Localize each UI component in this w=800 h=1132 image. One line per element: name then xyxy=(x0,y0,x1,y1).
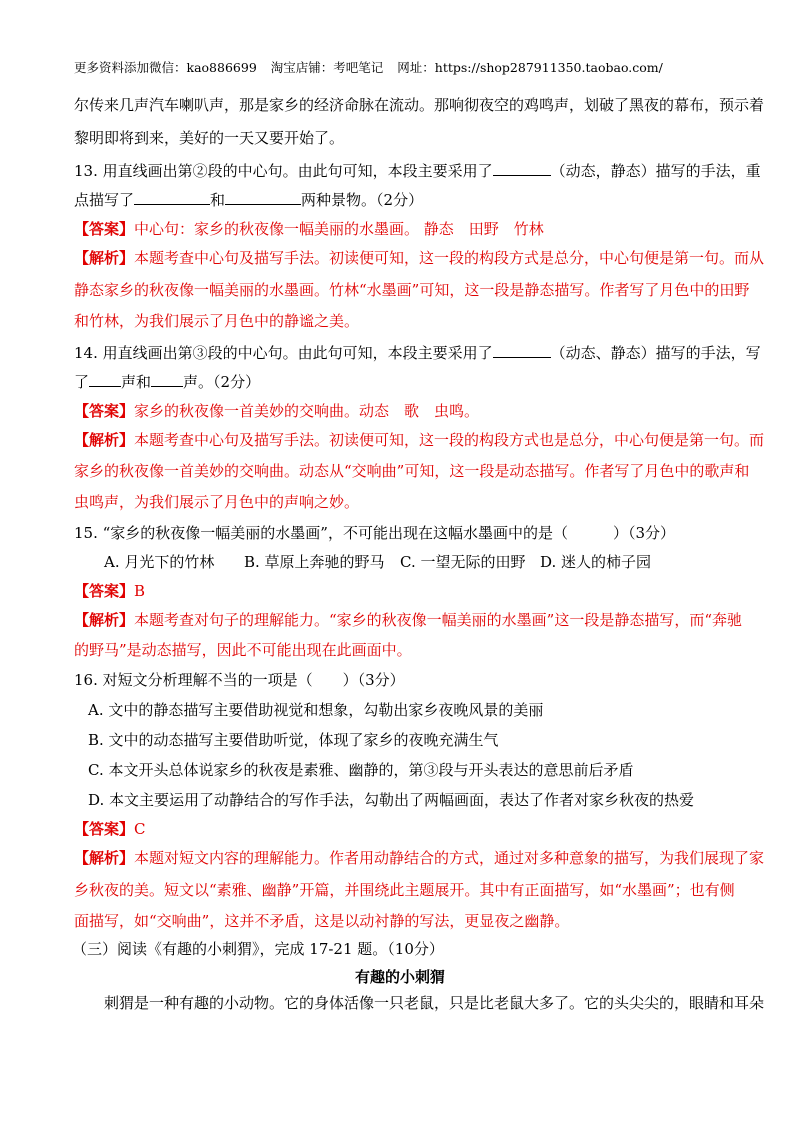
q14-stem-part: 声。（2分） xyxy=(183,373,261,391)
analysis-tag: 【解析】 xyxy=(74,611,135,629)
answer-tag: 【答案】 xyxy=(74,582,135,600)
q13-blank-1[interactable] xyxy=(493,161,551,176)
passage-paragraph-1: 刺猬是一种有趣的小动物。它的身体活像一只老鼠，只是比老鼠大多了。它的头尖尖的，眼睛和耳朵 xyxy=(104,994,765,1012)
q14-stem-part: 了 xyxy=(74,373,90,391)
answer-text: C xyxy=(134,820,146,838)
analysis-tag: 【解析】 xyxy=(74,249,135,267)
q13-stem-part: 13. 用直线画出第②段的中心句。由此句可知，本段主要采用了 xyxy=(74,162,493,180)
q13-stem-part: 点描写了 xyxy=(74,191,135,209)
page-header xyxy=(74,58,677,76)
analysis-text: 本题考查中心句及描写手法。初读便可知，这一段的构段方式是总分，中心句便是第一句。而从 xyxy=(134,249,765,267)
q14-stem-part: 14. 用直线画出第③段的中心句。由此句可知，本段主要采用了 xyxy=(74,344,493,362)
q14-analysis-line-1 xyxy=(74,429,764,451)
q16-analysis-line-1 xyxy=(74,847,764,869)
q16-option-c[interactable]: C. 本文开头总体说家乡的秋夜是素雅、幽静的，第③段与开头表达的意思前后矛盾 xyxy=(88,761,634,779)
q15-analysis-line-1 xyxy=(74,609,742,631)
q13-blank-2[interactable] xyxy=(134,190,210,205)
intro-line-1: 尔传来几声汽车喇叭声，那是家乡的经济命脉在流动。那响彻夜空的鸡鸣声，划破了黑夜的幕布，预示着 xyxy=(74,96,765,114)
answer-text: B xyxy=(134,582,146,600)
analysis-text: 本题考查中心句及描写手法。初读便可知，这一段的构段方式也是总分，中心句便是第一句。而 xyxy=(134,431,765,449)
header-wechat: 更多资料添加微信：kao886699 xyxy=(74,60,257,75)
q15-answer xyxy=(74,580,145,602)
analysis-text: 本题考查对句子的理解能力。“家乡的秋夜像一幅美丽的水墨画”这一段是静态描写，而“奔驰 xyxy=(134,611,743,629)
q13-stem-part: 和 xyxy=(210,191,226,209)
q15-option-a[interactable]: A. 月光下的竹林 xyxy=(104,553,215,571)
q14-stem-part: （动态、静态）描写的手法，写 xyxy=(550,344,761,362)
q15-option-c[interactable]: C. 一望无际的田野 xyxy=(400,553,526,571)
q14-answer xyxy=(74,400,479,422)
answer-text: 中心句：家乡的秋夜像一幅美丽的水墨画。 静态 田野 竹林 xyxy=(134,220,544,238)
q13-stem-part: 两种景物。（2分） xyxy=(301,191,424,209)
q14-stem-line-2 xyxy=(74,371,260,393)
intro-line-2: 黎明即将到来，美好的一天又要开始了。 xyxy=(74,129,345,147)
q13-blank-3[interactable] xyxy=(225,190,301,205)
passage-title: 有趣的小刺猬 xyxy=(354,968,445,986)
q15-option-d[interactable]: D. 迷人的柿子园 xyxy=(540,553,652,571)
answer-tag: 【答案】 xyxy=(74,820,135,838)
q14-stem-line-1 xyxy=(74,342,761,364)
answer-text: 家乡的秋夜像一首美妙的交响曲。动态 歌 虫鸣。 xyxy=(134,402,480,420)
q16-analysis-line-2: 乡秋夜的美。短文以“素雅、幽静”开篇，并围绕此主题展开。其中有正面描写，如“水墨画”；也有侧 xyxy=(74,881,735,899)
header-url: 网址：https://shop287911350.taobao.com/ xyxy=(397,60,663,75)
answer-tag: 【答案】 xyxy=(74,220,135,238)
q16-option-b[interactable]: B. 文中的动态描写主要借助听觉，体现了家乡的夜晚充满生气 xyxy=(88,731,499,749)
q13-stem-line-2 xyxy=(74,189,423,211)
q14-analysis-line-2: 家乡的秋夜像一首美妙的交响曲。动态从“交响曲”可知，这一段是动态描写。作者写了月色中的歌声和 xyxy=(74,462,750,480)
q14-blank-1[interactable] xyxy=(493,343,551,358)
q14-blank-2[interactable] xyxy=(89,372,121,387)
q16-stem: 16. 对短文分析理解不当的一项是（ ）（3分） xyxy=(74,671,405,689)
q13-stem-line-1 xyxy=(74,160,761,182)
q14-blank-3[interactable] xyxy=(151,372,183,387)
q16-answer xyxy=(74,818,146,840)
q13-analysis-line-2: 静态家乡的秋夜像一幅美丽的水墨画。竹林“水墨画”可知，这一段是静态描写。作者写了月色中的田野 xyxy=(74,281,750,299)
answer-tag: 【答案】 xyxy=(74,402,135,420)
q13-stem-part: （动态，静态）描写的手法，重 xyxy=(550,162,761,180)
section-heading: （三）阅读《有趣的小刺猬》，完成 17-21 题。（10分） xyxy=(72,940,444,958)
q13-analysis-line-1 xyxy=(74,247,764,269)
analysis-tag: 【解析】 xyxy=(74,431,135,449)
q15-stem: 15. “家乡的秋夜像一幅美丽的水墨画”，不可能出现在这幅水墨画中的是（ ）（3分） xyxy=(74,524,676,542)
q16-analysis-line-3: 面描写，如“交响曲”，这并不矛盾，这是以动衬静的写法，更显夜之幽静。 xyxy=(74,912,570,930)
header-shop: 淘宝店铺：考吧笔记 xyxy=(270,60,384,75)
q14-analysis-line-3: 虫鸣声，为我们展示了月色中的声响之妙。 xyxy=(74,493,360,511)
q15-analysis-line-2: 的野马”是动态描写，因此不可能出现在此画面中。 xyxy=(74,641,412,659)
q14-stem-part: 声和 xyxy=(121,373,152,391)
q16-option-d[interactable]: D. 本文主要运用了动静结合的写作手法，勾勒出了两幅画面，表达了作者对家乡秋夜的热爱 xyxy=(88,791,695,809)
analysis-tag: 【解析】 xyxy=(74,849,135,867)
q13-analysis-line-3: 和竹林，为我们展示了月色中的静谧之美。 xyxy=(74,312,360,330)
analysis-text: 本题对短文内容的理解能力。作者用动静结合的方式，通过对多种意象的描写，为我们展现了家 xyxy=(134,849,765,867)
q15-option-b[interactable]: B. 草原上奔驰的野马 xyxy=(244,553,385,571)
q13-answer xyxy=(74,218,544,240)
q16-option-a[interactable]: A. 文中的静态描写主要借助视觉和想象，勾勒出家乡夜晚风景的美丽 xyxy=(88,701,544,719)
